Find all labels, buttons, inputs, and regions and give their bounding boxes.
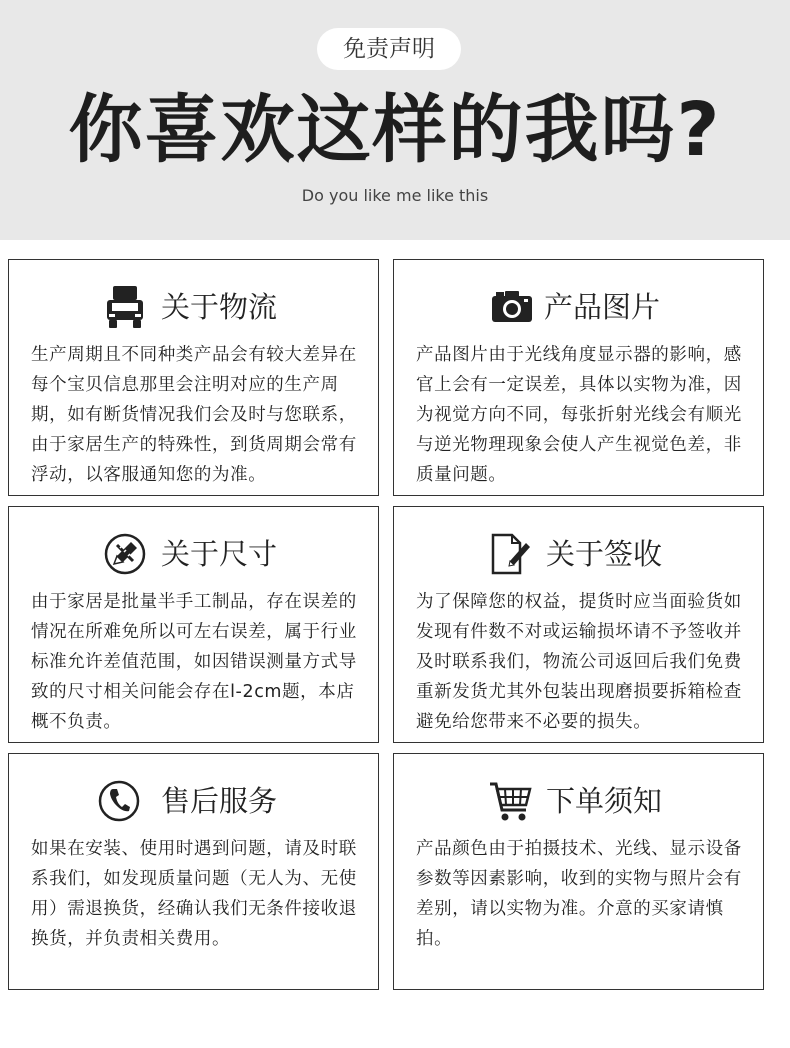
card-title: 下单须知 xyxy=(546,784,663,818)
card-title: 产品图片 xyxy=(544,290,661,324)
card-logistics xyxy=(8,259,379,496)
card-title: 售后服务 xyxy=(161,784,278,818)
card-title: 关于物流 xyxy=(161,290,278,324)
card-title: 关于尺寸 xyxy=(161,537,278,571)
card-body: 产品颜色由于拍摄技术、光线、显示设备参数等因素影响，收到的实物与照片会有差别，请以实物为准。介意的买家请慎拍。 xyxy=(416,839,742,949)
disclaimer-badge: 免责声明 xyxy=(317,28,461,70)
card-body: 由于家居是批量半手工制品，存在误差的情况在所难免所以可左右误差，属于行业标准允许差值范围，如因错误测量方式导致的尺寸相关问能会存在l-2cm题，本店概不负责。 xyxy=(31,592,357,732)
card-body: 如果在安装、使用时遇到问题，请及时联系我们，如发现质量问题（无人为、无使用）需退换货，经确认我们无条件接收退换货，并负责相关费用。 xyxy=(31,839,357,949)
card-signing xyxy=(393,506,764,743)
card-body: 生产周期且不同种类产品会有较大差异在每个宝贝信息那里会注明对应的生产周期，如有断货情况我们会及时与您联系，由于家居生产的特殊性，到货周期会常有浮动，以客服通知您的为准。 xyxy=(31,345,357,485)
truck-icon xyxy=(103,284,147,330)
card-header xyxy=(9,776,378,826)
pencil-ruler-icon xyxy=(103,531,147,577)
card-product-images xyxy=(393,259,764,496)
card-order-notes xyxy=(393,753,764,990)
page-title: 你喜欢这样的我吗? xyxy=(68,87,722,173)
card-header xyxy=(394,529,763,579)
card-body: 为了保障您的权益，提货时应当面验货如发现有件数不对或运输损坏请不予签收并及时联系我们，物流公司返回后我们免费重新发货尤其外包装出现磨损要拆箱检查避免给您带来不必要的损失。 xyxy=(416,592,742,732)
card-after-sales xyxy=(8,753,379,990)
card-body: 产品图片由于光线角度显示器的影响，感官上会有一定误差，具体以实物为准，因为视觉方向不同，每张折射光线会有顺光与逆光物理现象会使人产生视觉色差，非质量问题。 xyxy=(416,345,742,485)
shopping-cart-icon xyxy=(488,778,532,824)
phone-icon xyxy=(97,778,141,824)
camera-icon xyxy=(490,284,534,330)
card-header xyxy=(394,776,763,826)
card-header xyxy=(9,282,378,332)
card-title: 关于签收 xyxy=(546,537,663,571)
card-header xyxy=(394,282,763,332)
header-banner xyxy=(0,0,790,240)
page-subtitle: Do you like me like this xyxy=(301,186,489,205)
card-header xyxy=(9,529,378,579)
document-sign-icon xyxy=(490,531,534,577)
card-size xyxy=(8,506,379,743)
